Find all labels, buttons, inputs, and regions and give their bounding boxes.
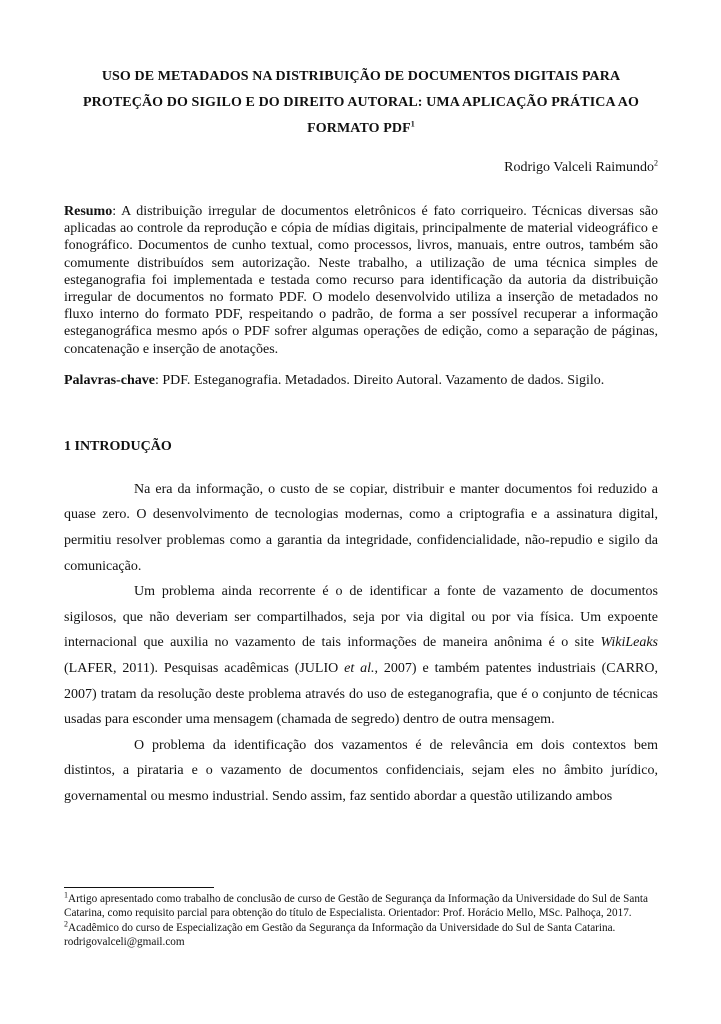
paragraph-2-part-b: (LAFER, 2011). Pesquisas acadêmicas (JULIO [64,660,345,676]
footnote-1-text: Artigo apresentado como trabalho de conclusão de curso de Gestão de Segurança da Informação da Universidade do Sul de Santa Catarina, como requisito parcial para obtenção do título de Especialista. Orientador: Prof. Horácio Mello, MSc. Palhoça, 2017. [64,893,648,919]
paper-title [64,64,658,142]
title-line-1: USO DE METADADOS NA DISTRIBUIÇÃO DE DOCUMENTOS DIGITAIS PARA [101,69,621,84]
footnote-2-mark: 2 [64,919,68,929]
footnote-rule [64,887,214,888]
keywords-text: : PDF. Esteganografia. Metadados. Direito Autoral. Vazamento de dados. Sigilo. [154,372,605,388]
paragraph-2-part-c: , 2007) e também patentes industriais (CARRO, 2007) tratam da resolução deste problema através do uso de esteganografia, que é o conjunto de técnicas usadas para esconder uma mensagem (chamada de segredo) dentro de outra mensagem. [64,660,658,728]
author-line [64,160,658,176]
paragraph-2 [64,579,658,733]
title-line-3 [64,116,658,142]
footnote-1 [64,892,658,920]
et-al-italic: et al. [344,660,375,676]
abstract [64,203,658,358]
body-text [64,477,658,810]
footnote-1-mark: 1 [64,890,68,900]
title-line-3-text: FORMATO PDF [307,121,411,136]
footnotes [64,892,658,950]
footnote-2 [64,921,658,949]
section-heading: 1 INTRODUÇÃO [64,438,172,454]
paragraph-1: Na era da informação, o custo de se copiar, distribuir e manter documentos foi reduzido a quase zero. O desenvolvimento de tecnologias modernas, como a criptografia e a assinatura digital, permitiu resolver problemas como a garantia da integridade, confidencialidade, não-repudio e sigilo da comunicação. [64,481,658,574]
author-footnote-mark: 2 [654,158,658,168]
paragraph-2-part-a: Um problema ainda recorrente é o de identificar a fonte de vazamento de documentos sigilosos, que não deveriam ser compartilhados, seja por via digital ou por via física. Um expoente internacional que auxilia no vazamento de tais informações de maneira anônima é o site [64,584,658,651]
footnote-2-text: Acadêmico do curso de Especialização em Gestão da Segurança da Informação da Universidade do Sul de Santa Catarina. rodrigovalceli@gmail.com [64,922,616,948]
keywords [64,372,658,389]
paragraph-3: O problema da identificação dos vazamentos é de relevância em dois contextos bem distintos, a pirataria e o vazamento de documentos confidenciais, sejam eles no âmbito jurídico, governamental ou mesmo industrial. Sendo assim, faz sentido abordar a questão utilizando ambos [64,737,658,804]
abstract-label: Resumo [64,204,113,219]
keywords-label: Palavras-chave [64,372,155,388]
title-line-2: PROTEÇÃO DO SIGILO E DO DIREITO AUTORAL: UMA APLICAÇÃO PRÁTICA AO [83,95,639,110]
author-name: Rodrigo Valceli Raimundo [504,160,654,175]
abstract-text: : A distribuição irregular de documentos eletrônicos é fato corriqueiro. Técnicas diversas são aplicadas ao controle da reprodução e cópia de mídias digitais, principalmente de material videográfico e fonográfico. Documentos de cunho textual, como processos, livros, manuais, entre outros, também são comumente distribuídos sem autorização. Neste trabalho, a utilização de uma técnica simples de esteganografia foi implementada e testada como recurso para identificação da autoria da distribuição irregular de documentos no formato PDF. O modelo desenvolvido utiliza a inserção de metadados no fluxo interno do formato PDF, respeitando o padrão, de forma a ser possível recuperar a informação esteganográfica mesmo após o PDF sofrer algumas operações de edição, como a separação de páginas, concatenação e inserção de anotações. [64,204,658,357]
title-footnote-mark: 1 [410,119,415,129]
paper-page [64,0,658,810]
wikileaks-italic: WikiLeaks [600,635,658,651]
